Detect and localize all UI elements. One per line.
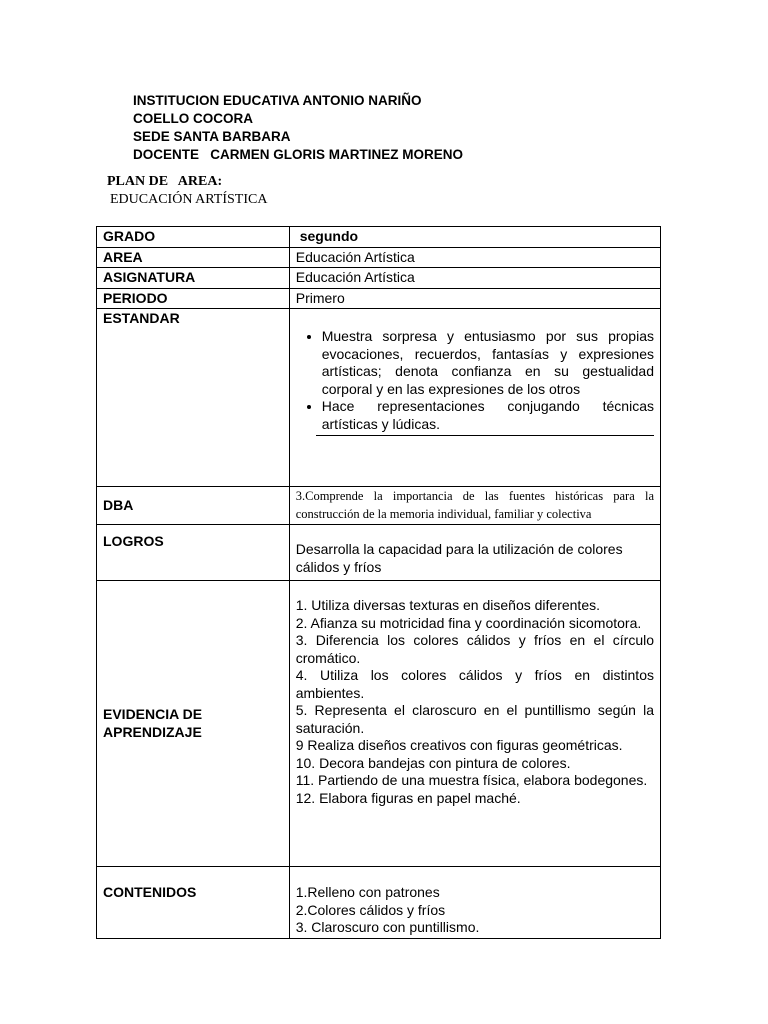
logros-label: LOGROS [97, 525, 290, 581]
list-item: 1.Relleno con patrones [295, 884, 440, 900]
plan-subject: EDUCACIÓN ARTÍSTICA [110, 192, 268, 207]
evidencia-label-line2: APRENDIZAJE [103, 723, 202, 740]
list-item: • Hace representaciones conjugando técnicas artísticas y lúdicas. [322, 398, 654, 433]
table-row-asignatura [97, 268, 661, 289]
list-item: 4. Utiliza los colores cálidos y fríos en distintos ambientes. [295, 667, 654, 701]
list-item: 2.Colores cálidos y fríos [295, 901, 446, 918]
table-row-dba [97, 487, 661, 525]
table-row-contenidos [97, 867, 661, 939]
table-row-area [97, 247, 661, 268]
table-row-periodo [97, 288, 661, 309]
institution-name: INSTITUCION EDUCATIVA ANTONIO NARIÑO [133, 93, 422, 108]
plan-title: PLAN DE AREA: [107, 174, 223, 189]
teacher-name: DOCENTE CARMEN GLORIS MARTINEZ MORENO [133, 147, 463, 162]
list-item: 11. Partiendo de una muestra física, elabora bodegones. [295, 772, 648, 788]
table-row-grado [97, 227, 661, 248]
periodo-value: Primero [289, 288, 660, 309]
area-value: Educación Artística [289, 247, 660, 268]
list-item: • Muestra sorpresa y entusiasmo por sus propias evocaciones, recuerdos, fantasías y expresiones artísticas; denota confianza en su gestualidad corporal y en las expresiones de los otros [322, 328, 654, 398]
institution-location: COELLO COCORA [133, 111, 253, 126]
estandar-value [289, 309, 660, 487]
list-item: 3. Diferencia los colores cálidos y fríos en el círculo cromático. [295, 632, 654, 666]
list-item: 12. Elabora figuras en papel maché. [295, 789, 521, 806]
evidencia-value [289, 581, 660, 867]
contenidos-label: CONTENIDOS [97, 867, 290, 939]
plan-table [96, 226, 661, 939]
list-item: 2. Afianza su motricidad fina y coordinación sicomotora. [295, 614, 642, 631]
estandar-label: ESTANDAR [97, 309, 290, 487]
grado-label: GRADO [97, 227, 290, 248]
list-item: 9 Realiza diseños creativos con figuras geométricas. [295, 737, 623, 753]
area-label: AREA [97, 247, 290, 268]
evidencia-label [97, 581, 290, 867]
grado-value-text: segundo [299, 228, 359, 244]
document-header [133, 92, 463, 164]
asignatura-label: ASIGNATURA [97, 268, 290, 289]
list-item: 5. Representa el claroscuro en el puntillismo según la saturación. [295, 702, 654, 736]
dba-value: 3.Comprende la importancia de las fuentes históricas para la construcción de la memoria individual, familiar y colectiva [289, 487, 660, 525]
institution-branch: SEDE SANTA BARBARA [133, 129, 291, 144]
list-item: 10. Decora bandejas con pintura de colores. [295, 754, 571, 771]
estandar-list [296, 328, 654, 433]
dba-label: DBA [97, 487, 290, 525]
logros-value: Desarrolla la capacidad para la utilización de colores cálidos y fríos [289, 525, 660, 581]
list-item: 1. Utiliza diversas texturas en diseños diferentes. [295, 597, 600, 613]
table-row-evidencia [97, 581, 661, 867]
grado-value [289, 227, 660, 248]
contenidos-value [289, 867, 660, 939]
table-row-estandar [97, 309, 661, 487]
evidencia-label-line1: EVIDENCIA DE [103, 706, 203, 722]
asignatura-value: Educación Artística [289, 268, 660, 289]
list-item: 3. Claroscuro con puntillismo. [295, 919, 480, 935]
periodo-label: PERIODO [97, 288, 290, 309]
underline-divider [316, 435, 654, 436]
table-row-logros [97, 525, 661, 581]
